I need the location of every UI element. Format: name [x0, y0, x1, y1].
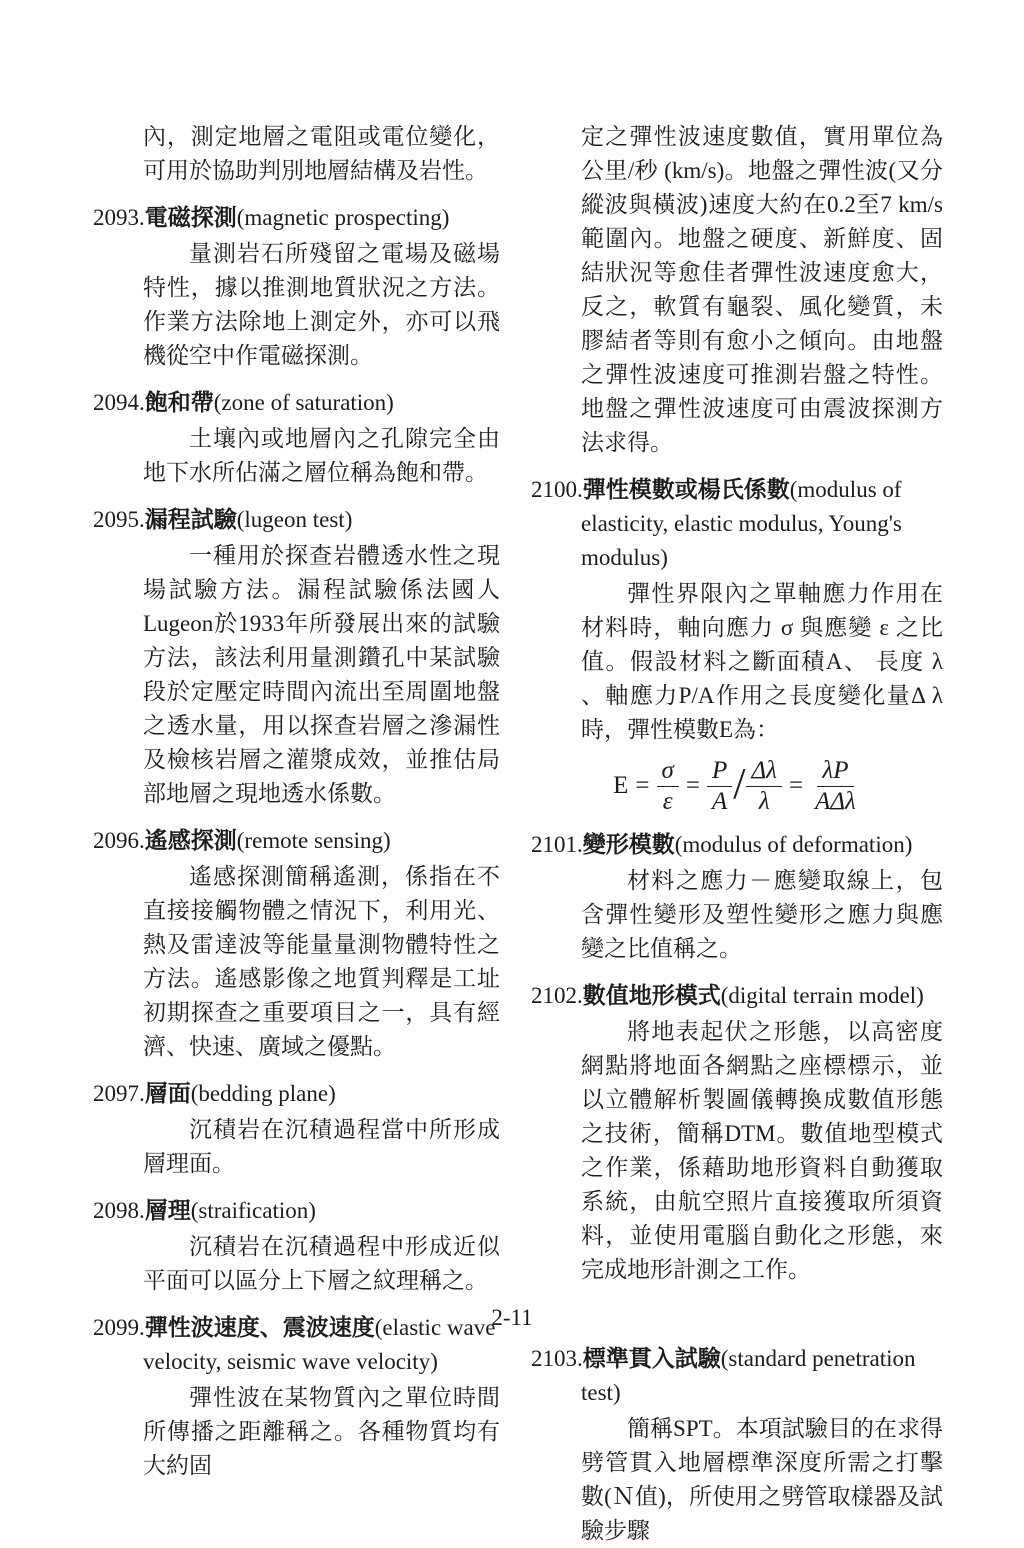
- fraction-numerator: λP: [817, 757, 853, 787]
- entry-definition: 一種用於探查岩體透水性之現場試驗方法。漏程試驗係法國人Lugeon於1933年所發展出來的試驗方法，該法利用量測鑽孔中某試驗段於定壓定時間內流出至周圍地盤之透水量，用以探查岩層之滲漏性及檢核岩層之灌漿成效，並推估局部地層之現地透水係數。: [143, 543, 500, 806]
- entry-term: 飽和帶: [144, 390, 214, 415]
- entry-number: 2100.: [531, 477, 583, 502]
- entry-definition: 沉積岩在沉積過程中形成近似平面可以區分上下層之紋理稱之。: [143, 1234, 500, 1293]
- entry-english-name: (modulus of deformation): [674, 832, 913, 857]
- entry-english-name: (straification): [190, 1198, 316, 1223]
- entry-definition: 簡稱SPT。本項試驗目的在求得劈管貫入地層標準深度所需之打擊數(Ｎ值)，所使用之劈管取樣器及試驗步驟: [581, 1416, 943, 1543]
- entry-english-name: (elastic wave velocity, seismic wave velocity): [143, 1315, 496, 1374]
- entry-english-name: (remote sensing): [236, 828, 391, 853]
- entry-definition: 遙感探測簡稱遙測，係指在不直接接觸物體之情況下，利用光、熱及雷達波等能量量測物體特性之方法。遙感影像之地質判釋是工址初期探查之重要項目之一，具有經濟、快速、廣域之優點。: [143, 864, 500, 1059]
- entry-number: 2096.: [93, 828, 145, 853]
- entry-term: 層面: [144, 1081, 191, 1106]
- entry-number: 2098.: [93, 1198, 145, 1223]
- entry-term: 電磁探測: [144, 205, 237, 230]
- fraction-p-a: [707, 757, 732, 815]
- entry-heading: [93, 201, 500, 235]
- entry-english-name: (digital terrain model): [720, 983, 924, 1008]
- entry-english-name: (standard penetration test): [581, 1346, 916, 1405]
- glossary-entry-2096: [93, 824, 500, 1064]
- right-column: [531, 120, 943, 1548]
- entry-english-name: (lugeon test): [236, 507, 353, 532]
- entry-term: 層理: [144, 1198, 191, 1223]
- entry-english-name: (modulus of elasticity, elastic modulus, Young's modulus): [581, 477, 902, 570]
- entry-english-name: (zone of saturation): [213, 390, 394, 415]
- glossary-entry-2097: [93, 1077, 500, 1181]
- fraction-denominator: A: [711, 787, 728, 815]
- fraction-denominator: ε: [662, 787, 673, 815]
- entry-heading: [93, 386, 500, 420]
- page-number: 2-11: [491, 1305, 533, 1330]
- entry-number: 2097.: [93, 1081, 145, 1106]
- entry-term: 數值地形模式: [582, 983, 721, 1008]
- equals-sign: =: [635, 772, 650, 800]
- glossary-entry-2102: [531, 979, 943, 1287]
- entry-english-name: (magnetic prospecting): [236, 205, 450, 230]
- entry-definition: 彈性界限內之單軸應力作用在材料時，軸向應力 σ 與應變 ε 之比值。假設材料之斷面積A、 長度 λ 、軸應力P/A作用之長度變化量Δ λ時，彈性模數E為：: [581, 581, 943, 742]
- glossary-entry-2095: [93, 503, 500, 811]
- entry-definition: 材料之應力－應變取線上，包含彈性變形及塑性變形之應力與應變之比值稱之。: [581, 868, 943, 961]
- entry-term: 遙感探測: [144, 828, 237, 853]
- entry-heading: [93, 1194, 500, 1228]
- glossary-entry-2100: [531, 473, 943, 815]
- entry-definition: 將地表起伏之形態，以高密度網點將地面各網點之座標標示，並以立體解析製圖儀轉換成數值形態之技術，簡稱DTM。數值地型模式之作業，係藉助地形資料自動獲取系統，由航空照片直接獲取所須資料，並使用電腦自動化之形態，來完成地形計測之工作。: [581, 1019, 943, 1282]
- fraction-numerator: σ: [657, 757, 679, 787]
- entry-heading: [93, 824, 500, 858]
- fraction-sigma-epsilon: [657, 757, 679, 815]
- fraction-numerator: P: [707, 757, 732, 787]
- glossary-entry-2094: [93, 386, 500, 490]
- entry-term: 漏程試驗: [144, 507, 237, 532]
- fraction-numerator: Δλ: [746, 757, 782, 787]
- fraction-dlambda-lambda: [746, 757, 782, 815]
- equals-sign: =: [788, 772, 804, 800]
- elastic-modulus-formula: [531, 757, 943, 815]
- continuation-paragraph: 定之彈性波速度數值，實用單位為公里/秒 (km/s)。地盤之彈性波(又分縱波與橫波)速度大約在0.2至7 km/s範圍內。地盤之硬度、新鮮度、固結狀況等愈佳者彈性波速度愈大，反之，軟質有龜裂、風化變質，未膠結者等則有愈小之傾向。由地盤之彈性波速度可推測岩盤之特性。地盤之彈性波速度可由震波探測方法求得。: [581, 124, 943, 455]
- entry-term: 彈性波速度、震波速度: [144, 1315, 375, 1340]
- entry-heading: [531, 979, 943, 1013]
- entry-heading: [93, 1077, 500, 1111]
- entry-definition: 彈性波在某物質內之單位時間所傳播之距離稱之。各種物質均有大約固: [143, 1385, 500, 1478]
- formula-lhs: E: [613, 772, 629, 800]
- entry-heading: [93, 503, 500, 537]
- fraction-lambdap-adlambda: [810, 757, 861, 815]
- entry-definition: 沉積岩在沉積過程當中所形成層理面。: [143, 1117, 500, 1176]
- glossary-entry-2101: [531, 828, 943, 966]
- entry-number: 2099.: [93, 1315, 145, 1340]
- entry-number: 2102.: [531, 983, 583, 1008]
- continuation-paragraph: 內，測定地層之電阻或電位變化，可用於協助判別地層結構及岩性。: [143, 124, 500, 183]
- glossary-entry-2099: [93, 1311, 500, 1483]
- entry-number: 2095.: [93, 507, 145, 532]
- entry-definition: 土壤內或地層內之孔隙完全由地下水所佔滿之層位稱為飽和帶。: [143, 426, 500, 485]
- division-slash: /: [733, 758, 746, 808]
- entry-heading: [531, 473, 943, 575]
- two-column-layout: [93, 120, 943, 1548]
- fraction-denominator: λ: [758, 787, 770, 815]
- entry-term: 變形模數: [582, 832, 675, 857]
- fraction-denominator: AΔλ: [815, 787, 856, 815]
- glossary-entry-2103: [531, 1342, 943, 1548]
- entry-term: 彈性模數或楊氏係數: [582, 477, 790, 502]
- entry-number: 2101.: [531, 832, 583, 857]
- glossary-entry-2093: [93, 201, 500, 373]
- left-column: [93, 120, 500, 1548]
- entry-number: 2093.: [93, 205, 145, 230]
- entry-number: 2103.: [531, 1346, 583, 1371]
- entry-heading: [531, 828, 943, 862]
- entry-english-name: (bedding plane): [190, 1081, 336, 1106]
- equals-sign: =: [685, 772, 700, 800]
- glossary-entry-2098: [93, 1194, 500, 1298]
- entry-term: 標準貫入試驗: [582, 1346, 721, 1371]
- entry-definition: 量測岩石所殘留之電場及磁場特性，據以推測地質狀況之方法。作業方法除地上測定外，亦可以飛機從空中作電磁探測。: [143, 241, 500, 368]
- entry-number: 2094.: [93, 390, 145, 415]
